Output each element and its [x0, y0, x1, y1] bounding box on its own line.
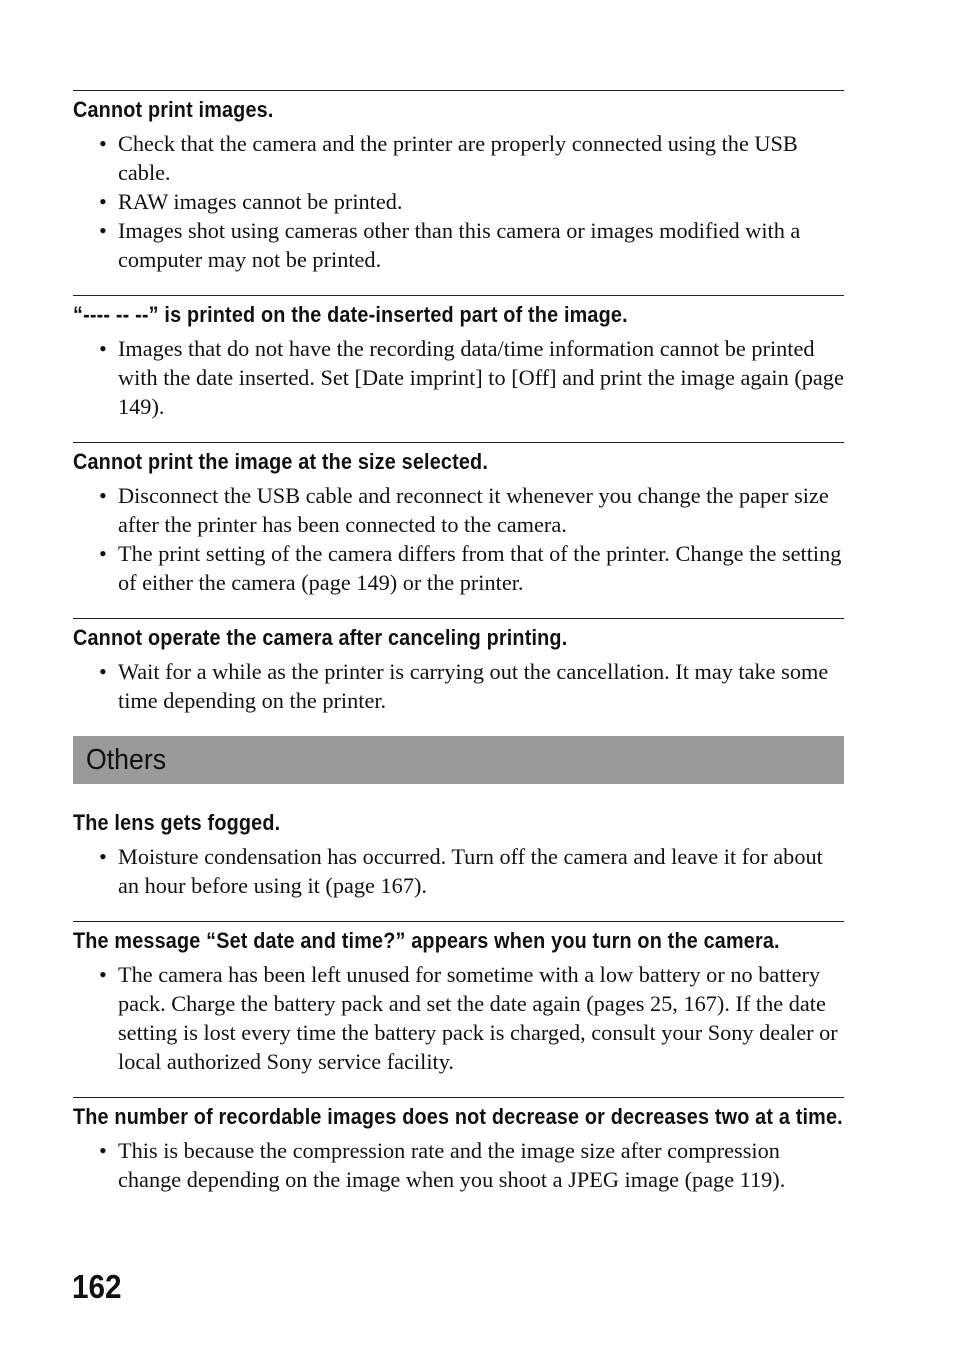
section-set-date-message: [73, 921, 844, 1076]
section-heading: “---- -- --” is printed on the date-inserted part of the image.: [73, 302, 628, 327]
section-size-selected: [73, 442, 844, 597]
section-heading: Cannot print images.: [73, 97, 274, 122]
bullet-item: • Disconnect the USB cable and reconnect it whenever you change the paper size after the printer has been connected to the camera.: [73, 481, 844, 539]
bullet-item: • Images that do not have the recording data/time information cannot be printed with the date inserted. Set [Date imprint] to [Off] and print the image again (page 149).: [73, 334, 844, 421]
bullet-list: [73, 481, 844, 597]
bullet-item: • The camera has been left unused for sometime with a low battery or no battery pack. Charge the battery pack and set the date again (pages 25, 167). If the date setting is lost every time the battery pack is charged, consult your Sony dealer or local authorized Sony service facility.: [73, 960, 844, 1076]
page-number: 162: [72, 1268, 122, 1305]
section-date-inserted: [73, 295, 844, 421]
section-heading: The lens gets fogged.: [73, 810, 281, 835]
bullet-item: • Wait for a while as the printer is carrying out the cancellation. It may take some time depending on the printer.: [73, 657, 844, 715]
section-cancel-printing: [73, 618, 844, 715]
bullet-item: • The print setting of the camera differs from that of the printer. Change the setting of either the camera (page 149) or the printer.: [73, 539, 844, 597]
bullet-item: • Images shot using cameras other than this camera or images modified with a computer may not be printed.: [73, 216, 844, 274]
section-recordable-images: [73, 1097, 844, 1194]
section-cannot-print-images: [73, 90, 844, 274]
bullet-item: • RAW images cannot be printed.: [73, 187, 844, 216]
section-heading: The message “Set date and time?” appears when you turn on the camera.: [73, 928, 780, 953]
section-heading: Cannot print the image at the size selected.: [73, 449, 489, 474]
bullet-list: [73, 1136, 844, 1194]
bullet-item: • Moisture condensation has occurred. Turn off the camera and leave it for about an hour before using it (page 167).: [73, 842, 844, 900]
section-lens-fogged: [73, 804, 844, 900]
others-section-title: Others: [86, 743, 167, 776]
bullet-list: [73, 129, 844, 274]
bullet-list: [73, 960, 844, 1076]
section-heading: Cannot operate the camera after canceling printing.: [73, 625, 568, 650]
bullet-list: [73, 334, 844, 421]
bullet-list: [73, 842, 844, 900]
bullet-item: • This is because the compression rate and the image size after compression change depending on the image when you shoot a JPEG image (page 119).: [73, 1136, 844, 1194]
bullet-item: • Check that the camera and the printer are properly connected using the USB cable.: [73, 129, 844, 187]
manual-page: [73, 90, 844, 1215]
section-heading: The number of recordable images does not decrease or decreases two at a time.: [73, 1104, 843, 1129]
bullet-list: [73, 657, 844, 715]
others-section-band: [73, 736, 844, 784]
